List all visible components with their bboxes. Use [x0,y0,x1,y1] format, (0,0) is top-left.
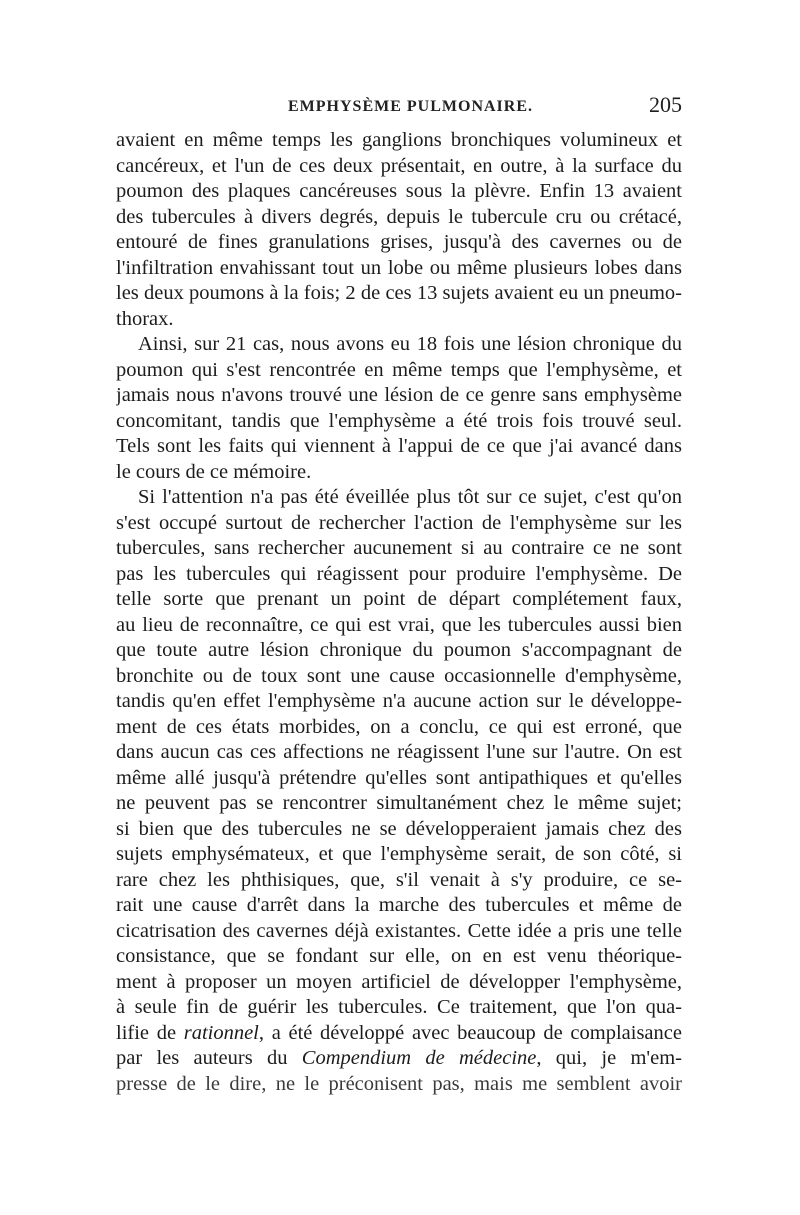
text-line [116,766,682,792]
text-line-content: au lieu de reconnaître, ce qui est vrai, que les tubercules aussi bien [116,613,682,636]
page-header [116,92,682,124]
text-line-content: même allé jusqu'à prétendre qu'elles sont antipathiques et qu'elles [116,766,682,789]
text-line [116,689,682,715]
text-line [116,460,682,486]
text-line-content: ne peuvent pas se rencontrer simultanément chez le même sujet; [116,792,682,814]
text-line-content: consistance, que se fondant sur elle, on en est venu théorique- [116,945,682,967]
text-line [116,791,682,817]
text-line [116,230,682,256]
text-line [116,511,682,537]
text-line [116,332,682,358]
text-line [116,613,682,639]
text-line [116,358,682,384]
body-text [116,128,682,1097]
text-line [116,128,682,154]
text-line [116,1021,682,1047]
text-line-content: poumon des plaques cancéreuses sous la plèvre. Enfin 13 avaient [116,180,682,202]
text-line-content: pas les tubercules qui réagissent pour produire l'emphysème. De [116,562,682,585]
text-line [116,970,682,996]
text-line-content: telle sorte que prenant un point de départ complétement faux, [116,588,682,610]
text-line [116,256,682,282]
text-line-content: jamais nous n'avons trouvé une lésion de ce genre sans emphysème [116,384,682,406]
text-line-content: sujets emphysémateux, et que l'emphysème serait, de son côté, si [116,843,682,865]
text-line [116,179,682,205]
text-line-content: presse de le dire, ne le préconisent pas, mais me semblent avoir [116,1072,682,1095]
text-line-content: les deux poumons à la fois; 2 de ces 13 sujets avaient eu un pneumo- [116,282,682,304]
text-line-content: si bien que des tubercules ne se développeraient jamais chez des [116,817,682,840]
text-line [116,434,682,460]
text-line-content: lifie de [116,1021,184,1044]
text-line [116,842,682,868]
text-line [116,868,682,894]
text-line-content: ment de ces états morbides, on a conclu, ce qui est erroné, que [116,715,682,738]
text-line [116,383,682,409]
text-line [116,154,682,180]
text-line-content: Si l'attention n'a pas été éveillée plus tôt sur ce sujet, c'est qu'on [138,486,682,508]
text-line [116,944,682,970]
text-line [116,715,682,741]
text-line-content: bronchite ou de toux sont une cause occasionnelle d'emphysème, [116,664,682,687]
text-line [116,1072,682,1098]
text-line-content: Ainsi, sur 21 cas, nous avons eu 18 fois une lésion chronique du [138,333,682,355]
text-line-content: entouré de fines granulations grises, jusqu'à des cavernes ou de [116,231,682,253]
text-line [116,409,682,435]
text-line-content: par les auteurs du [116,1047,302,1069]
text-line [116,307,682,333]
text-line-content: à seule fin de guérir les tubercules. Ce traitement, que l'on qua- [116,996,682,1018]
text-line [116,587,682,613]
text-line [116,740,682,766]
text-line [116,919,682,945]
text-line-content: cancéreux, et l'un de ces deux présentait, en outre, à la surface du [116,154,682,177]
text-line [116,281,682,307]
text-line [116,562,682,588]
text-line-content: le cours de ce mémoire. [116,460,312,483]
text-line-content: cicatrisation des cavernes déjà existantes. Cette idée a pris une telle [116,919,682,942]
text-line-content: ment à proposer un moyen artificiel de développer l'emphysème, [116,970,682,993]
text-line-content: Tels sont les faits qui viennent à l'appui de ce que j'ai avancé dans [116,435,682,457]
italic-title: rationnel [183,1021,259,1044]
text-line [116,1046,682,1072]
text-line-continuation: , qui, je m'em- [536,1047,682,1069]
italic-title: Compendium de médecine [301,1047,537,1069]
text-line [116,638,682,664]
text-line [116,664,682,690]
text-line [116,817,682,843]
text-line [116,485,682,511]
text-line [116,893,682,919]
text-line-content: rait une cause d'arrêt dans la marche des tubercules et même de [116,894,682,916]
text-line-content: tandis qu'en effet l'emphysème n'a aucune action sur le développe- [116,690,682,712]
text-line-content: thorax. [116,307,174,330]
text-line [116,536,682,562]
text-line-content: dans aucun cas ces affections ne réagissent l'une sur l'autre. On est [116,741,682,763]
text-line-content: des tubercules à divers degrés, depuis le tubercule cru ou crétacé, [116,205,682,228]
text-line [116,995,682,1021]
running-head: EMPHYSÈME PULMONAIRE. [288,98,533,115]
text-line-content: tubercules, sans rechercher aucunement si au contraire ce ne sont [116,537,682,559]
text-line-content: rare chez les phthisiques, que, s'il venait à s'y produire, ce se- [116,868,682,891]
page-number: 205 [649,92,682,117]
text-line-content: l'infiltration envahissant tout un lobe ou même plusieurs lobes dans [116,256,682,279]
text-line-content: s'est occupé surtout de rechercher l'action de l'emphysème sur les [116,511,682,534]
text-line-content: poumon qui s'est rencontrée en même temps que l'emphysème, et [116,358,682,381]
text-line-content: avaient en même temps les ganglions bronchiques volumineux et [116,129,682,151]
text-line [116,205,682,231]
text-line-content: que toute autre lésion chronique du poumon s'accompagnant de [116,639,682,661]
text-line-continuation: , a été développé avec beaucoup de complaisance [258,1021,682,1044]
text-line-content: concomitant, tandis que l'emphysème a été trois fois trouvé seul. [116,409,682,432]
